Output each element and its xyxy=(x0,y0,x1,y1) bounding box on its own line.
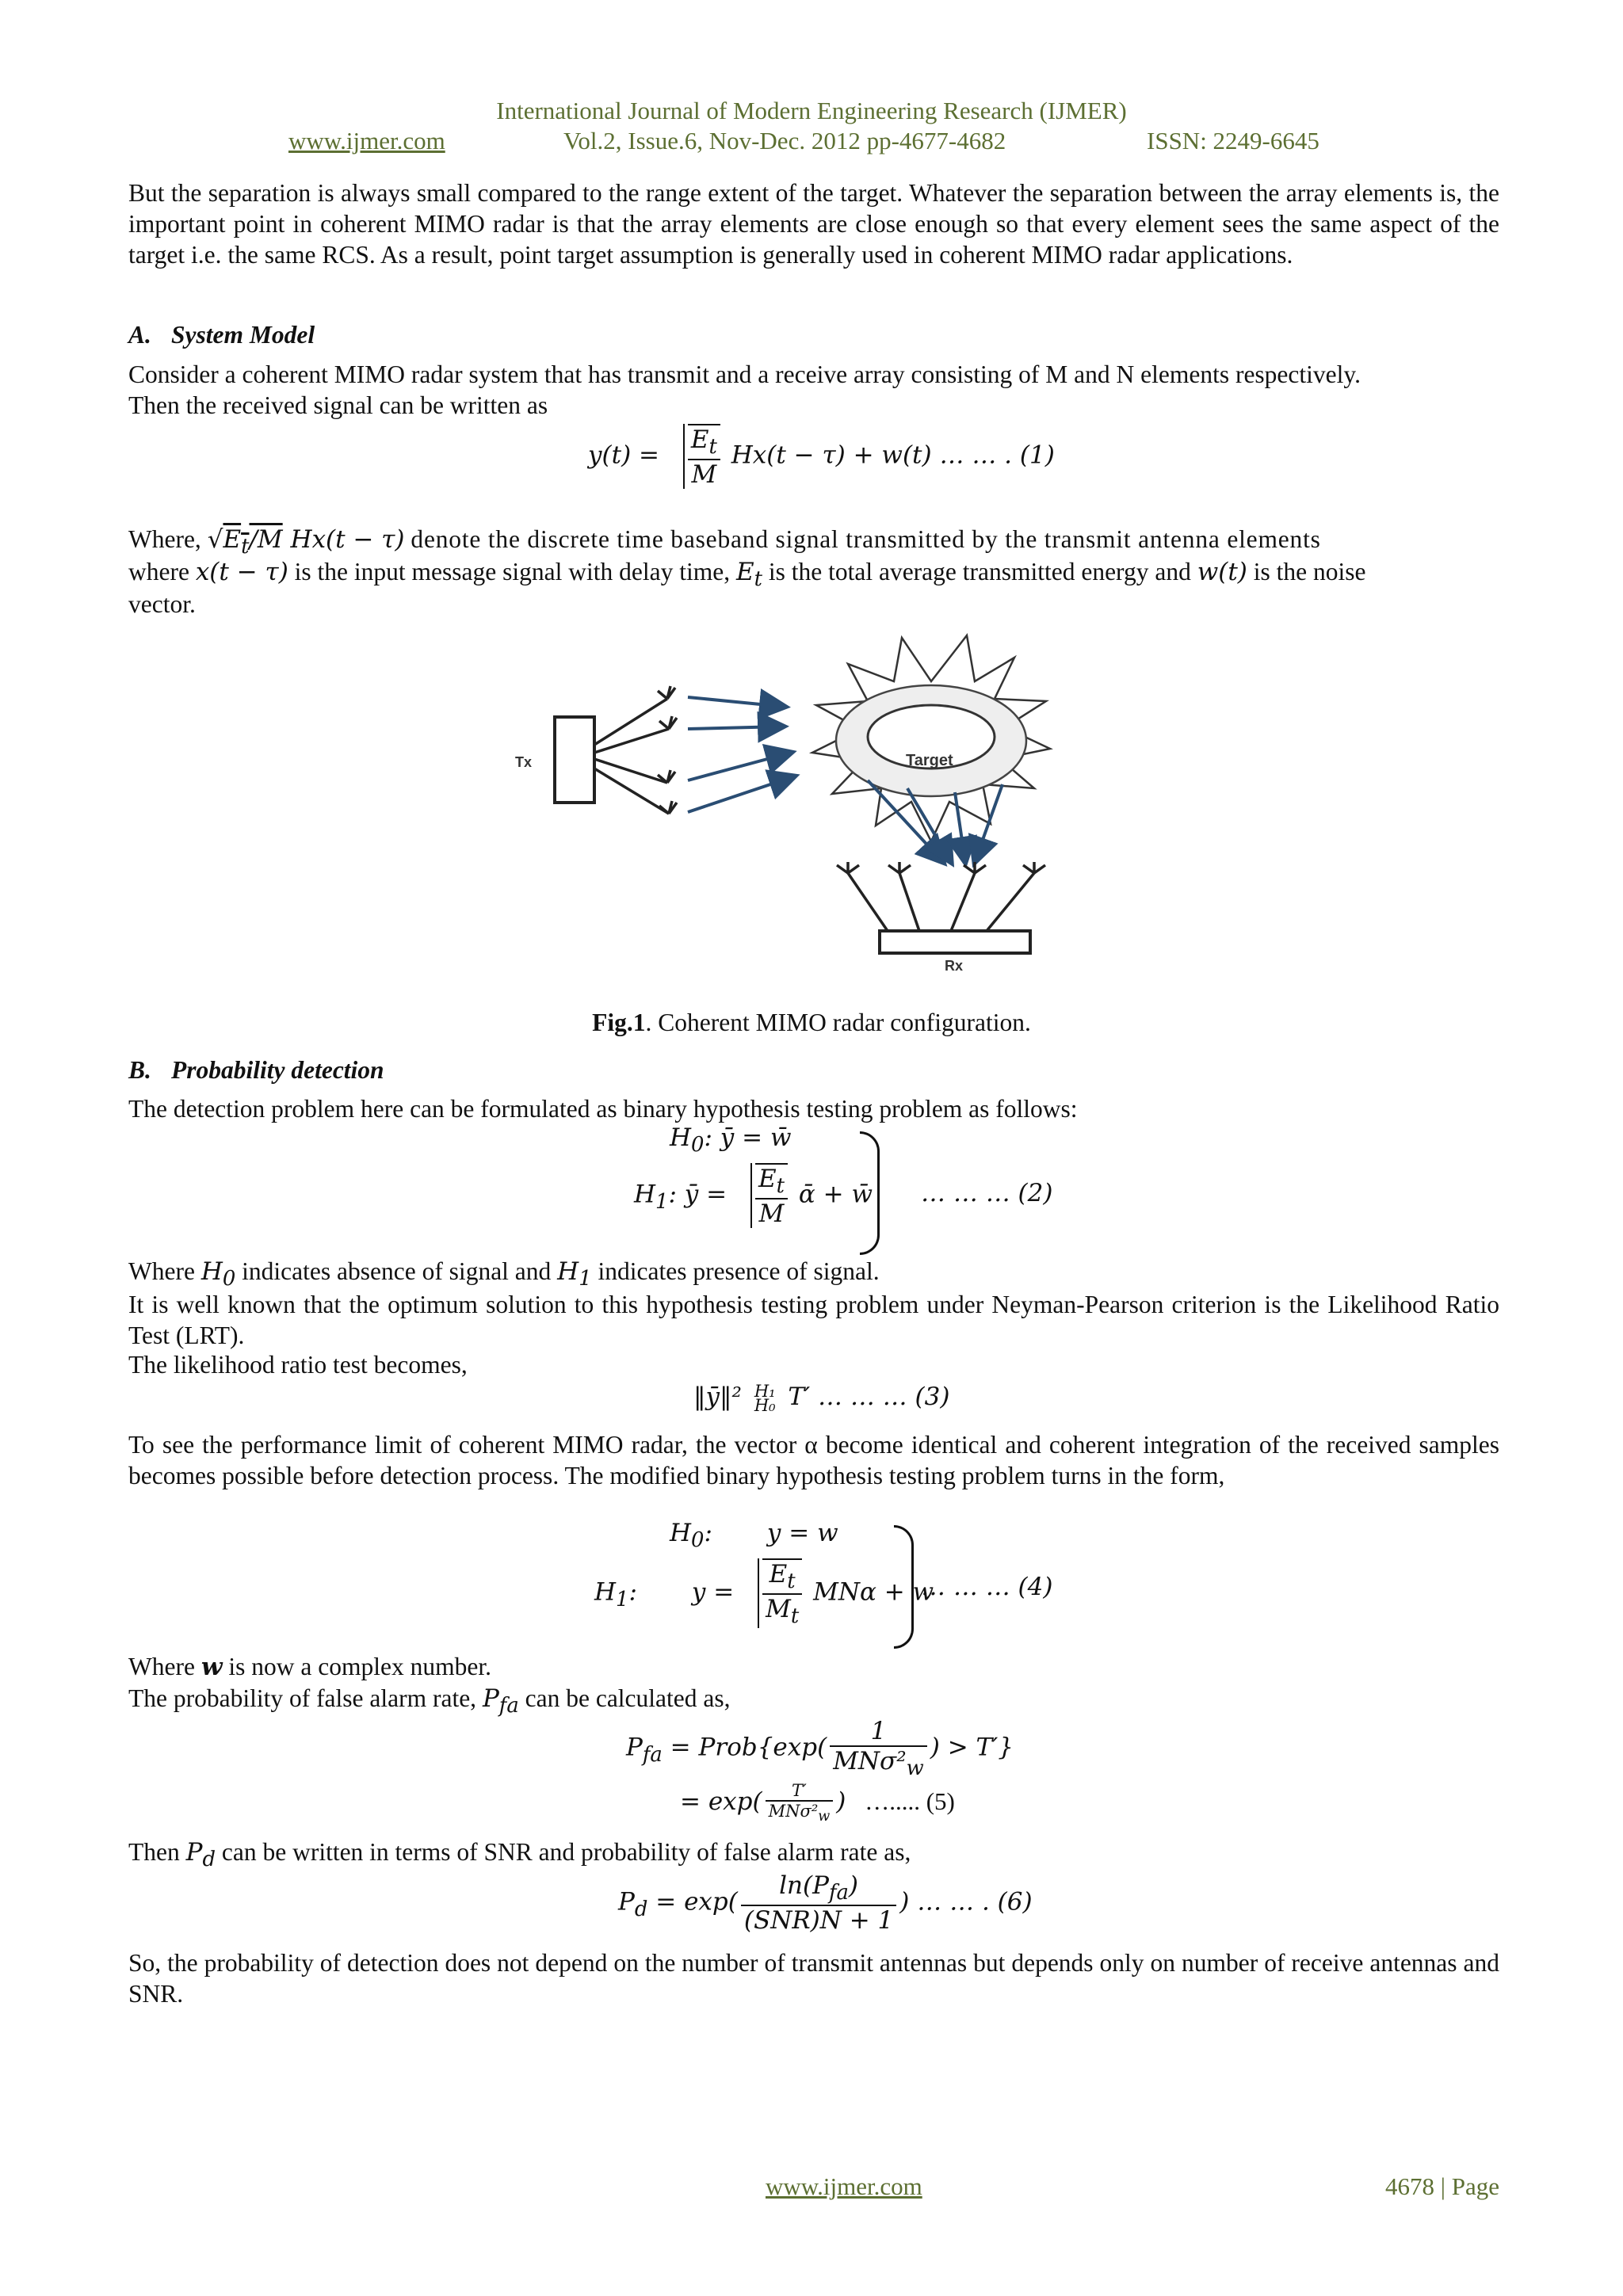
eq2-h0-rest: : ȳ = w̄ xyxy=(704,1123,792,1152)
eq4-h1: H xyxy=(594,1577,617,1607)
where-w-b: is now a complex number. xyxy=(222,1653,491,1680)
pfa-intro xyxy=(128,1684,731,1718)
eq6-tag: … … . (6) xyxy=(917,1887,1033,1917)
eq1-sqrt xyxy=(667,424,724,489)
section-a-title: System Model xyxy=(171,321,315,349)
pd-intro-a: Then xyxy=(128,1838,186,1866)
eq6-denominator: (SNR)N + 1 xyxy=(743,1906,894,1936)
eq3-h1: H₁ xyxy=(754,1381,776,1401)
eq3-lhs: ‖ȳ‖² xyxy=(693,1383,742,1411)
where-h-b: indicates absence of signal and xyxy=(242,1257,552,1285)
where-sqrt-sub: t xyxy=(241,535,250,559)
section-b-intro: The detection problem here can be formulated as binary hypothesis testing problem as follows: xyxy=(128,1095,1078,1123)
eq4-h1-sub: 1 xyxy=(616,1587,629,1611)
where-h0-sub: 0 xyxy=(222,1267,236,1291)
eq1-lhs: y(t) = xyxy=(588,441,659,470)
eq1-numerator: E xyxy=(690,425,709,454)
where-h1-expr xyxy=(557,1257,592,1291)
eq5-denominator-sub: w xyxy=(906,1756,924,1781)
where-w-line xyxy=(128,1653,491,1681)
where-h-a: Where xyxy=(128,1257,195,1285)
tx-signal-arrows xyxy=(688,697,794,812)
eq5-line2-denominator: MNσ² xyxy=(768,1802,819,1821)
eq5-denominator: MNσ² xyxy=(833,1747,907,1775)
header-website-link[interactable]: www.ijmer.com xyxy=(288,127,445,154)
eq1-denominator: M xyxy=(691,460,717,490)
eq5-lhs: P xyxy=(626,1733,643,1762)
eq5-end: ) > T′} xyxy=(930,1733,1014,1762)
eq2-numerator-sub: t xyxy=(776,1174,785,1199)
where-h-line xyxy=(128,1257,880,1291)
eq4-denominator: M xyxy=(766,1595,791,1624)
section-b-number: B. xyxy=(128,1056,151,1084)
performance-paragraph: To see the performance limit of coherent MIMO radar, the vector α become identical and coherent integration of the received samples becomes possible before detection process. The modified binary hypothesis testing problem turns in the form, xyxy=(128,1431,1499,1489)
eq2-h1-lhs: : ȳ = xyxy=(668,1180,727,1209)
lrt-becomes: The likelihood ratio test becomes, xyxy=(128,1351,468,1379)
rx-feed-lines xyxy=(848,873,1034,931)
figure-caption xyxy=(0,1009,1623,1037)
where-line2-a: where xyxy=(128,558,189,585)
equation-5-line1 xyxy=(626,1717,1014,1780)
eq2-h1-rhs: ᾱ + w̄ xyxy=(798,1180,873,1209)
eq5-fraction xyxy=(830,1717,927,1780)
eq2-h1: H xyxy=(634,1180,656,1209)
eq5-line2-numerator: T′ xyxy=(766,1781,834,1802)
eq5-line2-fraction xyxy=(766,1781,834,1825)
eq4-brace xyxy=(894,1525,914,1649)
eq6-lhs: P xyxy=(618,1887,635,1917)
footer-page-number: 4678 | Page xyxy=(1385,2172,1499,2200)
pfa-intro-a: The probability of false alarm rate, xyxy=(128,1684,483,1712)
section-b-heading xyxy=(128,1056,384,1085)
where-word: Where, xyxy=(128,525,201,553)
eq4-denominator-sub: t xyxy=(790,1604,800,1629)
where-w-a: Where xyxy=(128,1653,201,1680)
eq4-h0: H xyxy=(670,1519,692,1547)
where-et-expr xyxy=(735,558,762,592)
eq2-fraction xyxy=(755,1163,788,1228)
section-a-para-line2: Then the received signal can be written as xyxy=(128,391,548,419)
footer-website-link[interactable]: www.ijmer.com xyxy=(766,2172,922,2200)
eq6-mid: = exp( xyxy=(647,1887,738,1917)
where-line2 xyxy=(128,558,1366,591)
eq6-fraction xyxy=(741,1871,896,1935)
mimo-radar-figure xyxy=(475,626,1125,982)
header-issn: ISSN: 2249-6645 xyxy=(1147,127,1319,154)
where-h-c: indicates presence of signal. xyxy=(598,1257,880,1285)
eq6-numerator: ln(P xyxy=(779,1871,829,1900)
equation-2-h0 xyxy=(670,1123,792,1157)
equation-1 xyxy=(588,424,1055,489)
eq4-h1-rhs: MNα + w xyxy=(813,1577,934,1607)
equation-6 xyxy=(618,1871,1033,1935)
journal-title: International Journal of Modern Engineering Research (IJMER) xyxy=(496,97,1127,124)
eq3-h0: H₀ xyxy=(754,1395,776,1415)
header-meta xyxy=(0,127,1623,158)
eq4-h0-rest: : y = w xyxy=(704,1519,838,1547)
where-sqrt-expr: $√E_t/M$ Hx(t − τ) xyxy=(207,525,405,559)
pd-intro-b: can be written in terms of SNR and probability of false alarm rate as, xyxy=(216,1838,911,1866)
tx-antenna-icons xyxy=(658,686,677,814)
where-et-sub: t xyxy=(754,567,762,592)
tx-array-box xyxy=(555,717,594,803)
eq4-numerator-sub: t xyxy=(787,1569,796,1594)
conclusion-paragraph: So, the probability of detection does not depend on the number of transmit antennas but depends only on number of receive antennas and SNR. xyxy=(128,1949,1499,2008)
eq2-h0: H xyxy=(670,1123,692,1152)
eq3-rhs: T′ … … … (3) xyxy=(788,1383,950,1411)
where-sqrt-e: E xyxy=(223,525,242,554)
rx-label: Rx xyxy=(945,958,964,974)
eq2-tag: … … … (2) xyxy=(921,1179,1053,1207)
eq4-tag: … … … (4) xyxy=(921,1573,1053,1601)
eq6-numerator-sub: fa xyxy=(828,1881,849,1905)
pd-symbol xyxy=(185,1838,216,1872)
where-x-expr: x(t − τ) xyxy=(195,558,288,586)
where-h1-sub: 1 xyxy=(579,1267,592,1291)
eq4-sqrt xyxy=(742,1558,805,1628)
pfa-intro-b: can be calculated as, xyxy=(518,1684,731,1712)
eq2-brace xyxy=(860,1131,880,1255)
eq6-numerator-end: ) xyxy=(848,1871,859,1900)
eq3-hypothesis-stack xyxy=(754,1381,776,1415)
eq2-h0-sub: 0 xyxy=(691,1133,705,1158)
eq5-line2-end: ) xyxy=(836,1787,846,1817)
eq5-line2-a: = exp( xyxy=(680,1787,762,1817)
intro-paragraph: But the separation is always small compared to the range extent of the target. Whatever the separation between the array elements is, the important point in coherent MIMO radar is that the array elements are close enough so that every element sees the same aspect of the target i.e. the same RCS. As a result, point target assumption is generally used in coherent MIMO radar applications. xyxy=(128,179,1499,269)
pfa-symbol xyxy=(482,1684,519,1718)
eq4-h0-sub: 0 xyxy=(691,1528,705,1553)
equation-2-h1 xyxy=(634,1163,873,1228)
pfa-sub: fa xyxy=(498,1694,519,1718)
eq5-mid: = Prob{exp( xyxy=(662,1733,827,1762)
where-sqrt-rest: /M xyxy=(249,525,283,554)
equation-4-h1 xyxy=(594,1558,934,1628)
figure-caption-text: . Coherent MIMO radar configuration. xyxy=(645,1009,1031,1036)
where-rest1: denote the discrete time baseband signal transmitted by the transmit antenna elements xyxy=(411,525,1321,553)
rx-antenna-icons xyxy=(837,862,1045,873)
eq4-numerator: E xyxy=(769,1560,788,1589)
where-et: E xyxy=(735,558,754,586)
eq1-numerator-sub: t xyxy=(708,435,717,460)
tx-feed-lines xyxy=(594,699,669,814)
section-b-title: Probability detection xyxy=(171,1056,384,1084)
pd-sub: d xyxy=(202,1848,216,1872)
section-a-number: A. xyxy=(128,321,151,349)
where-expr: Hx(t − τ) xyxy=(290,525,405,554)
eq4-h1-lhs: : y = xyxy=(628,1577,735,1607)
equation-4-h0 xyxy=(670,1519,838,1552)
eq4-fraction xyxy=(762,1558,802,1628)
tx-label: Tx xyxy=(515,754,533,770)
header-volume: Vol.2, Issue.6, Nov-Dec. 2012 pp-4677-4682 xyxy=(563,127,1006,154)
pfa-sym: P xyxy=(482,1684,499,1713)
eq6-lhs-sub: d xyxy=(634,1897,648,1921)
eq2-h1-sub: 1 xyxy=(655,1189,669,1214)
eq2-denominator: M xyxy=(758,1199,785,1229)
equation-5-line2 xyxy=(680,1781,955,1825)
eq5-tag: …..... (5) xyxy=(865,1787,955,1816)
where-line2-c: is the total average transmitted energy and xyxy=(768,558,1191,585)
eq2-numerator: E xyxy=(758,1165,777,1193)
eq6-end: ) xyxy=(899,1887,910,1917)
eq5-lhs-sub: fa xyxy=(642,1742,663,1767)
where-line1 xyxy=(128,525,1499,559)
where-h0: H xyxy=(200,1257,223,1286)
eq5-line2-denominator-sub: w xyxy=(818,1809,831,1825)
section-a-heading xyxy=(128,321,315,349)
where-line2-d: is the noise xyxy=(1253,558,1366,585)
pd-sym: P xyxy=(185,1838,203,1867)
where-w-bold: w xyxy=(200,1653,223,1681)
eq1-rhs: Hx(t − τ) + w(t) … … . (1) xyxy=(731,441,1055,470)
eq2-sqrt xyxy=(735,1163,791,1228)
where-h1: H xyxy=(557,1257,579,1286)
section-a-para-line1: Consider a coherent MIMO radar system that has transmit and a receive array consisting of M and N elements respectively. xyxy=(128,360,1361,388)
target-label: Target xyxy=(906,752,953,769)
lrt-paragraph: It is well known that the optimum solution to this hypothesis testing problem under Neyman-Pearson criterion is the Likelihood Ratio Test (LRT). xyxy=(128,1291,1499,1349)
equation-3 xyxy=(693,1383,949,1413)
rx-array-box xyxy=(880,931,1030,953)
eq5-numerator: 1 xyxy=(830,1717,927,1747)
where-w-expr: w(t) xyxy=(1197,558,1247,586)
where-line2-b: is the input message signal with delay time, xyxy=(294,558,731,585)
eq1-fraction xyxy=(688,424,720,489)
figure-caption-label: Fig.1 xyxy=(592,1009,646,1036)
where-line3: vector. xyxy=(128,590,196,618)
where-h0-expr xyxy=(200,1257,236,1291)
pd-intro xyxy=(128,1838,911,1871)
